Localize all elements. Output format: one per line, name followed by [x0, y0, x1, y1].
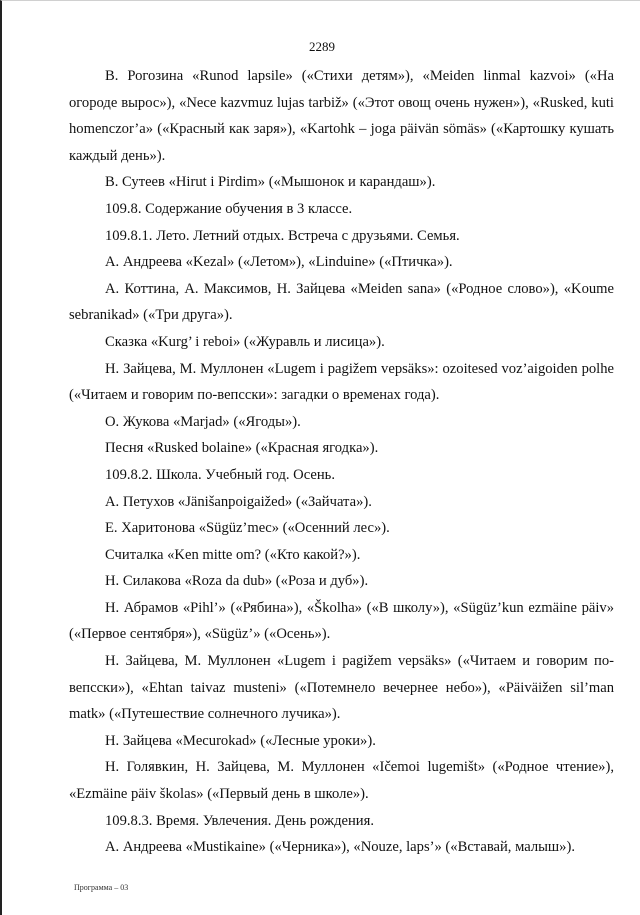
paragraph-2: В. Сутеев «Hirut i Pirdim» («Мышонок и карандаш»).: [105, 174, 436, 191]
paragraph-10: Песня «Rusked bolaine» («Красная ягодка»).: [105, 440, 379, 457]
paragraph-19: Н. Голявкин, Н. Зайцева, М. Муллонен «Ičemoi lugemišt» («Родное чтение»), «Ezmäine päiv školas» («Первый день в школе»).: [69, 759, 614, 803]
footer-label: Программа – 03: [74, 883, 129, 892]
paragraph-18: Н. Зайцева «Mecurokad» («Лесные уроки»).: [105, 732, 376, 749]
paragraph-9: О. Жукова «Marjad» («Ягоды»).: [105, 413, 301, 430]
paragraph-14: Считалка «Ken mitte om? («Кто какой?»).: [105, 546, 361, 563]
paragraph-21: А. Андреева «Mustikaine» («Черника»), «Nouze, laps’» («Вставай, малыш»).: [105, 839, 575, 856]
paragraph-15: Н. Силакова «Roza da dub» («Роза и дуб»).: [105, 573, 369, 590]
section-heading-109-8: 109.8. Содержание обучения в 3 классе.: [105, 200, 353, 217]
paragraph-8: Н. Зайцева, М. Муллонен «Lugem i pagižem vepsäks»: ozoitesed voz’aigoiden polhe («Читаем и говорим по-вепсски»: загадки о временах года).: [69, 360, 614, 404]
paragraph-5: А. Андреева «Kezal» («Летом»), «Linduine» («Птичка»).: [105, 254, 453, 271]
paragraph-12: А. Петухов «Jänišanpoigaižed» («Зайчата»).: [105, 493, 372, 510]
paragraph-1: В. Рогозина «Runod lapsile» («Стихи детям»), «Meiden linmal kazvoi» («На огороде вырос»), «Nece kazvmuz lujas tarbiž» («Этот овощ очень нужен»), «Rusked, kuti homenczor’a» («Красный как заря»), «Kartohk – joga päivän sömäs» («Картошку кушать каждый день»).: [69, 68, 614, 164]
page-number: 2289: [309, 39, 335, 54]
paragraph-6: А. Коттина, А. Максимов, Н. Зайцева «Meiden sana» («Родное слово»), «Koume sebranikad» («Три друга»).: [69, 280, 614, 324]
paragraph-17: Н. Зайцева, М. Муллонен «Lugem i pagižem vepsäks» («Читаем и говорим по-вепсски»), «Ehtan taivaz musteni» («Потемнело вечернее небо»), «Päiväižen sil’man matk» («Путешествие солнечного лучика»).: [69, 653, 614, 723]
paragraph-16: Н. Абрамов «Pihl’» («Рябина»), «Školha» («В школу»), «Sügüz’kun ezmäine päiv» («Первое сентября»), «Sügüz’» («Осень»).: [69, 599, 614, 643]
subsection-heading-109-8-2: 109.8.2. Школа. Учебный год. Осень.: [105, 466, 335, 483]
subsection-heading-109-8-1: 109.8.1. Лето. Летний отдых. Встреча с друзьями. Семья.: [105, 227, 460, 244]
subsection-heading-109-8-3: 109.8.3. Время. Увлечения. День рождения.: [105, 812, 374, 829]
body-text: [69, 63, 614, 861]
paragraph-7: Сказка «Kurg’ i reboi» («Журавль и лисица»).: [105, 333, 385, 350]
paragraph-13: Е. Харитонова «Sügüz’mec» («Осенний лес»).: [105, 520, 390, 537]
